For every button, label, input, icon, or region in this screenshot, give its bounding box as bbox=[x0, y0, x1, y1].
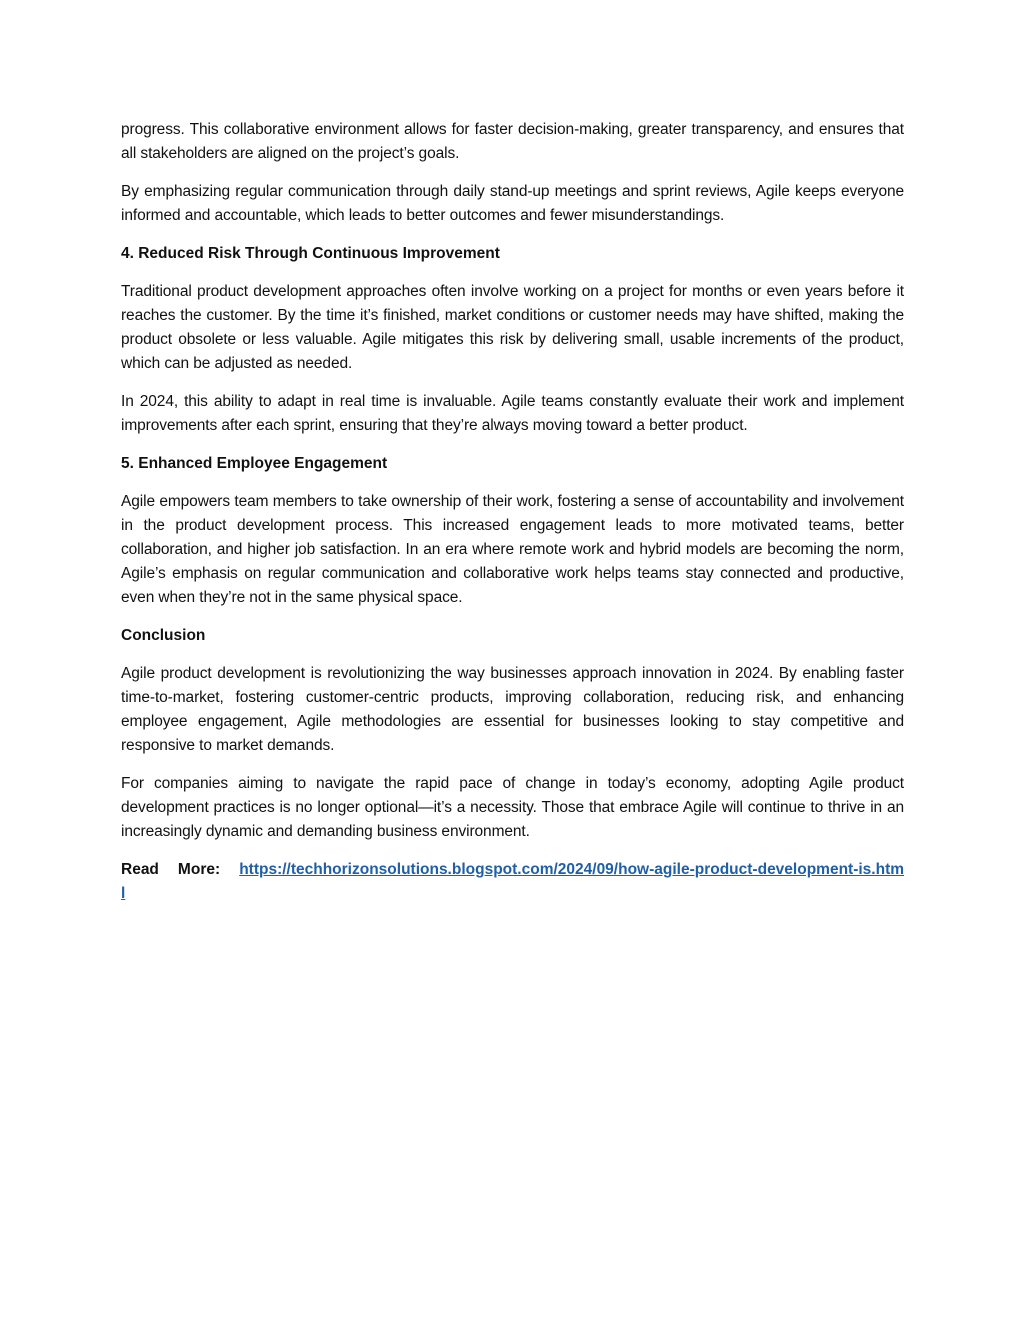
heading-conclusion: Conclusion bbox=[121, 627, 206, 644]
paragraph-companies: For companies aiming to navigate the rapid pace of change in today’s economy, adopting Agile product development practices is no longer optional—it’s a necessity. Those that embrace Agile will continue to thrive in an increasingly dynamic and demanding business environment. bbox=[121, 775, 904, 840]
read-more-link[interactable]: https://techhorizonsolutions.blogspot.com/2024/09/how-agile-product-development-is.html bbox=[121, 861, 905, 902]
document-page bbox=[121, 118, 904, 906]
read-more-label: Read More: bbox=[121, 861, 221, 878]
heading-employee-engagement: 5. Enhanced Employee Engagement bbox=[121, 455, 388, 472]
paragraph-empowerment: Agile empowers team members to take ownership of their work, fostering a sense of accountability and involvement in the product development process. This increased engagement leads to more motivated teams, better collaboration, and higher job satisfaction. In an era where remote work and hybrid models are becoming the norm, Agile’s emphasis on regular communication and collaborative work helps teams stay connected and productive, even when they’re not in the same physical space. bbox=[121, 493, 904, 606]
heading-reduced-risk: 4. Reduced Risk Through Continuous Improvement bbox=[121, 245, 500, 262]
paragraph-communication: By emphasizing regular communication through daily stand-up meetings and sprint reviews, Agile keeps everyone informed and accountable, which leads to better outcomes and fewer misunderstandings. bbox=[121, 183, 904, 224]
paragraph-adapt-real-time: In 2024, this ability to adapt in real time is invaluable. Agile teams constantly evaluate their work and implement improvements after each sprint, ensuring that they’re always moving toward a better product. bbox=[121, 393, 904, 434]
paragraph-collaboration-continued: progress. This collaborative environment allows for faster decision-making, greater transparency, and ensures that all stakeholders are aligned on the project’s goals. bbox=[121, 121, 904, 162]
read-more-line bbox=[121, 858, 904, 906]
paragraph-conclusion: Agile product development is revolutionizing the way businesses approach innovation in 2024. By enabling faster time-to-market, fostering customer-centric products, improving collaboration, reducing risk, and enhancing employee engagement, Agile methodologies are essential for businesses looking to stay competitive and responsive to market demands. bbox=[121, 665, 904, 754]
paragraph-traditional-development: Traditional product development approaches often involve working on a project for months or even years before it reaches the customer. By the time it’s finished, market conditions or customer needs may have shifted, making the product obsolete or less valuable. Agile mitigates this risk by delivering small, usable increments of the product, which can be adjusted as needed. bbox=[121, 283, 904, 372]
